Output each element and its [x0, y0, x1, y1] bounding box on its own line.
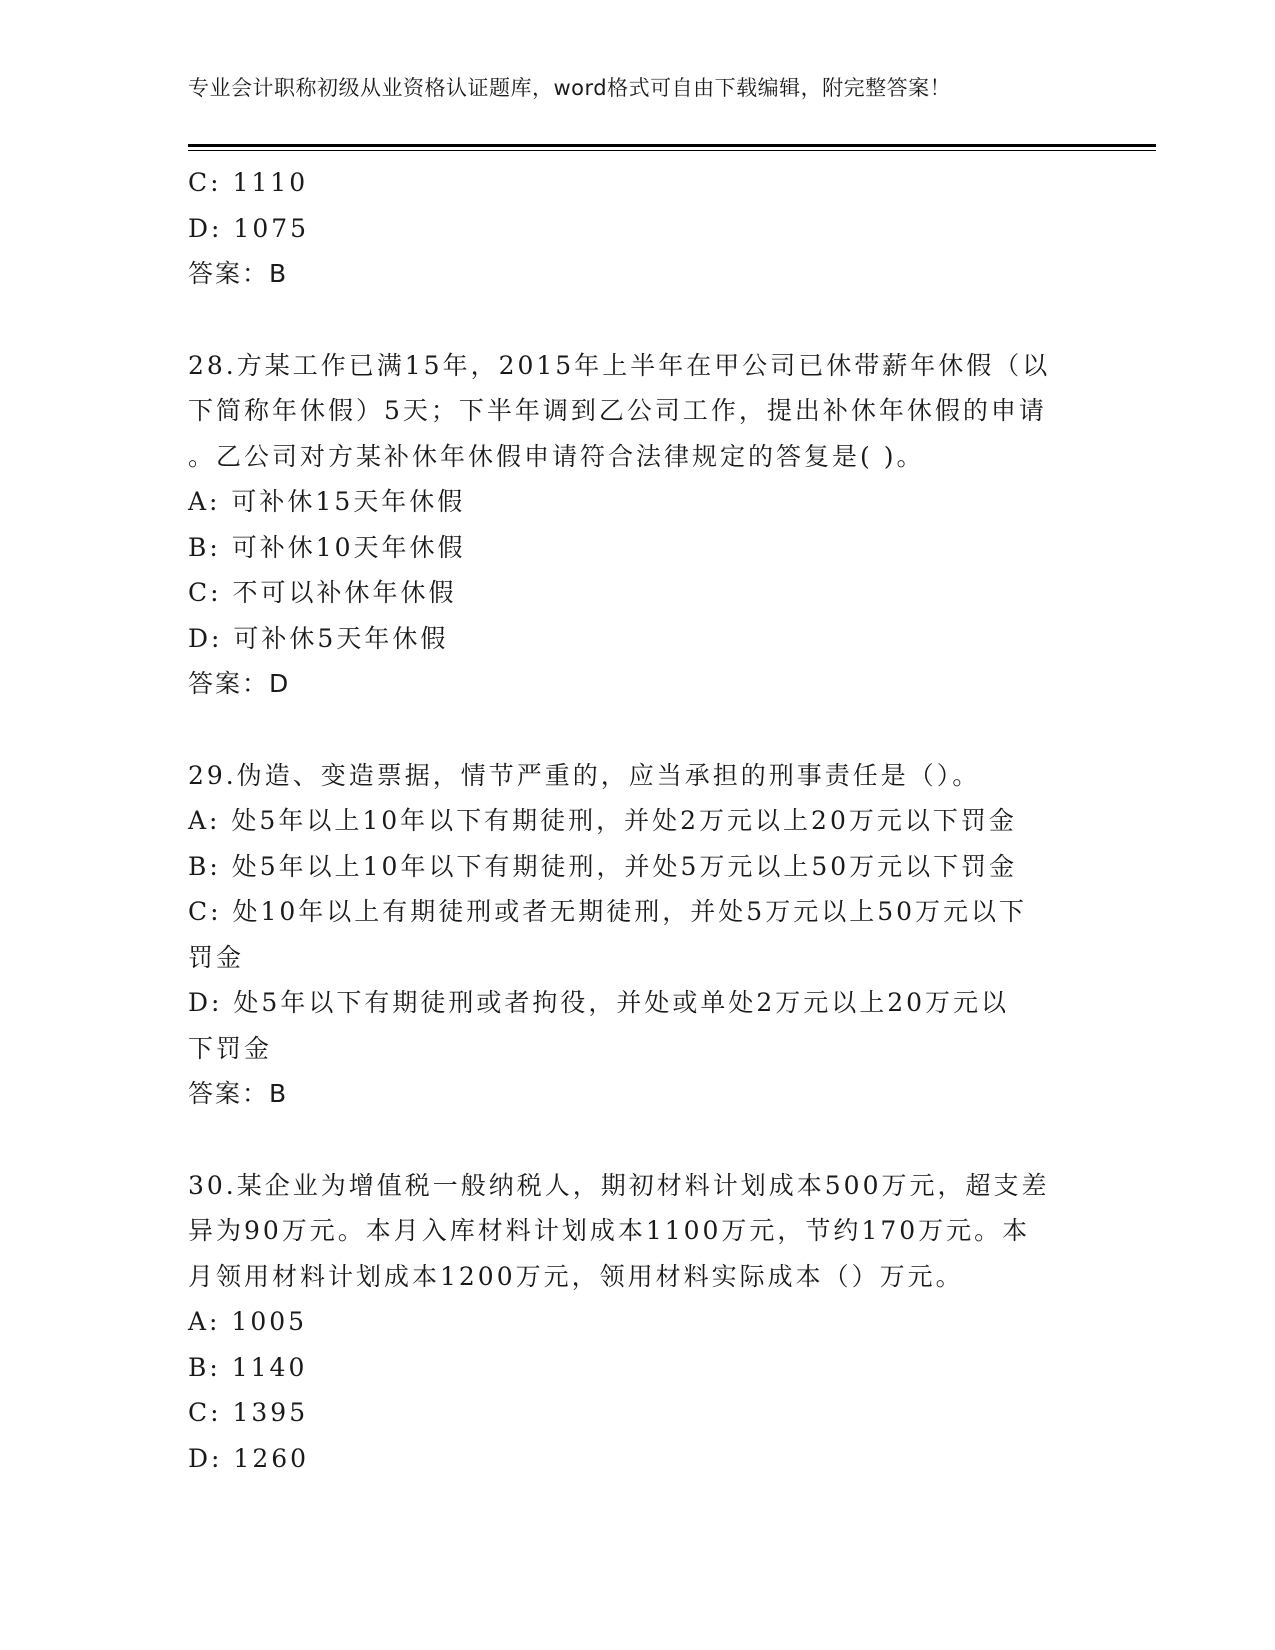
option-c: C: 不可以补休年休假 — [188, 578, 457, 607]
header-rule — [188, 144, 1156, 147]
question-stem-line: 28.方某工作已满15年，2015年上半年在甲公司已休带薪年休假（以 — [188, 350, 1051, 380]
question-stem-line: 下简称年休假）5天；下半年调到乙公司工作，提出补休年休假的申请 — [188, 396, 1047, 425]
answer-line: 答案：B — [188, 259, 289, 288]
option-b: B: 1140 — [188, 1352, 308, 1382]
question-stem-line: 异为90万元。本月入库材料计划成本1100万元，节约170万元。本 — [188, 1216, 1031, 1245]
answer-line: 答案：D — [188, 669, 291, 698]
option-c: C: 1110 — [188, 168, 309, 197]
option-b: B: 可补休10天年休假 — [188, 532, 466, 562]
option-c: C: 处10年以上有期徒刑或者无期徒刑，并处5万元以上50万元以下 — [188, 897, 1028, 926]
question-27-tail — [188, 160, 1088, 297]
question-stem-line: 月领用材料计划成本1200万元，领用材料实际成本（）万元。 — [188, 1261, 964, 1291]
option-d: D: 可补休5天年休假 — [188, 623, 449, 653]
option-a: A: 可补休15天年休假 — [188, 487, 466, 516]
spacer — [188, 1117, 1088, 1163]
question-30 — [188, 1163, 1088, 1482]
question-stem-line: 30.某企业为增值税一般纳税人，期初材料计划成本500万元，超支差 — [188, 1170, 1050, 1200]
spacer — [188, 297, 1088, 343]
option-c: C: 1395 — [188, 1398, 309, 1427]
answer-line: 答案：B — [188, 1079, 289, 1108]
document-body — [188, 160, 1088, 1481]
option-d: D: 1075 — [188, 213, 310, 243]
spacer — [188, 707, 1088, 753]
option-d-continued: 下罚金 — [188, 1033, 273, 1063]
option-a: A: 1005 — [188, 1307, 308, 1336]
question-29 — [188, 753, 1088, 1117]
option-b: B: 处5年以上10年以下有期徒刑，并处5万元以上50万元以下罚金 — [188, 851, 1018, 881]
option-d: D: 1260 — [188, 1443, 310, 1473]
header-rule-thin — [188, 150, 1156, 151]
option-c-continued: 罚金 — [188, 942, 245, 972]
option-d: D: 处5年以下有期徒刑或者拘役，并处或单处2万元以上20万元以 — [188, 988, 1010, 1017]
question-stem-line: 。乙公司对方某补休年休假申请符合法律规定的答复是( )。 — [188, 441, 925, 471]
question-stem-line: 29.伪造、变造票据，情节严重的，应当承担的刑事责任是（）。 — [188, 760, 981, 790]
option-a: A: 处5年以上10年以下有期徒刑，并处2万元以上20万元以下罚金 — [188, 806, 1017, 835]
question-28 — [188, 343, 1088, 707]
page-header: 专业会计职称初级从业资格认证题库，word格式可自由下载编辑，附完整答案！ — [188, 76, 952, 100]
